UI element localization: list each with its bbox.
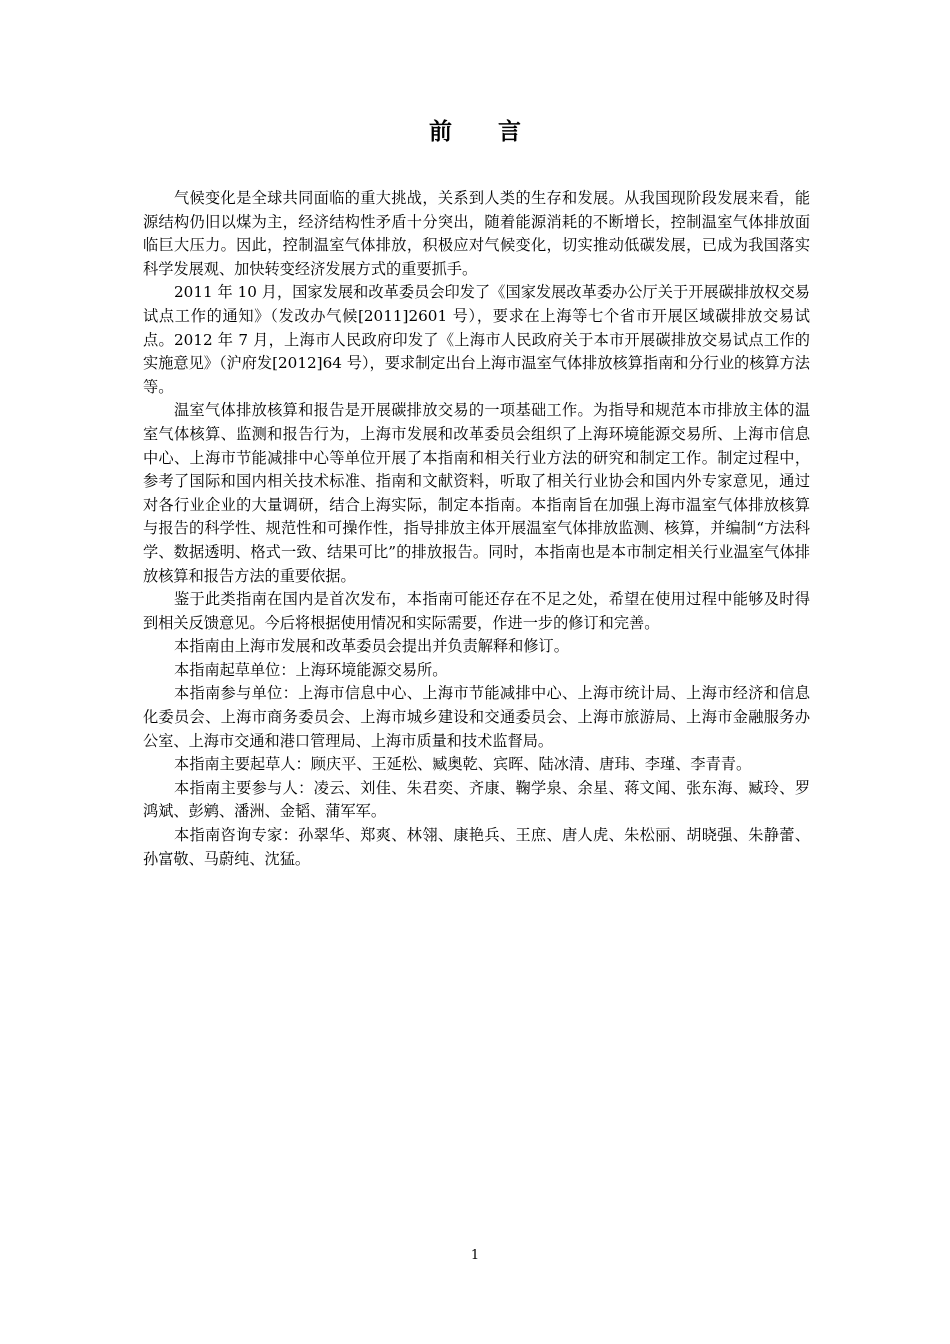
paragraph-issuer: 本指南由上海市发展和改革委员会提出并负责解释和修订。	[174, 637, 569, 656]
paragraph-feedback: 鉴于此类指南在国内是首次发布，本指南可能还存在不足之处，希望在使用过程中能够及时得到相关反馈意见。今后将根据使用情况和实际需要，作进一步的修订和完善。	[143, 590, 810, 632]
page-title: 前言	[429, 118, 567, 145]
paragraph-drafting-unit: 本指南起草单位：上海环境能源交易所。	[174, 660, 448, 679]
body-text	[143, 187, 810, 871]
paragraph-main-drafters: 本指南主要起草人：顾庆平、王延松、臧奥乾、宾晖、陆冰清、唐玮、李瑾、李青青。	[174, 755, 752, 774]
paragraph-policy-background: 2011 年 10 月，国家发展和改革委员会印发了《国家发展改革委办公厅关于开展碳排放权交易试点工作的通知》（发改办气候[2011]2601 号），要求在上海等七个省市开展区域碳排放交易试点。2012 年 7 月，上海市人民政府印发了《上海市人民政府关于本市开展碳排放交易试点工作的实施意见》（沪府发[2012]64 号），要求制定出台上海市温室气体排放核算指南和分行业的核算方法等。	[143, 283, 810, 396]
page-number: 1	[470, 1248, 480, 1263]
paragraph-guideline-purpose: 温室气体排放核算和报告是开展碳排放交易的一项基础工作。为指导和规范本市排放主体的温室气体核算、监测和报告行为，上海市发展和改革委员会组织了上海环境能源交易所、上海市信息中心、上海市节能减排中心等单位开展了本指南和相关行业方法的研究和制定工作。制定过程中，参考了国际和国内相关技术标准、指南和文献资料，听取了相关行业协会和国内外专家意见，通过对各行业企业的大量调研，结合上海实际，制定本指南。本指南旨在加强上海市温室气体排放核算与报告的科学性、规范性和可操作性，指导排放主体开展温室气体排放监测、核算，并编制“方法科学、数据透明、格式一致、结果可比”的排放报告。同时，本指南也是本市制定相关行业温室气体排放核算和报告方法的重要依据。	[143, 401, 810, 585]
paragraph-participating-units: 本指南参与单位：上海市信息中心、上海市节能减排中心、上海市统计局、上海市经济和信息化委员会、上海市商务委员会、上海市城乡建设和交通委员会、上海市旅游局、上海市金融服务办公室、上海市交通和港口管理局、上海市质量和技术监督局。	[143, 684, 810, 750]
paragraph-climate-change: 气候变化是全球共同面临的重大挑战，关系到人类的生存和发展。从我国现阶段发展来看，能源结构仍旧以煤为主，经济结构性矛盾十分突出，随着能源消耗的不断增长，控制温室气体排放面临巨大压力。因此，控制温室气体排放，积极应对气候变化，切实推动低碳发展，已成为我国落实科学发展观、加快转变经济发展方式的重要抓手。	[143, 189, 810, 278]
paragraph-consulting-experts: 本指南咨询专家：孙翠华、郑爽、林翎、康艳兵、王庶、唐人虎、朱松丽、胡晓强、朱静蕾、孙富敬、马蔚纯、沈猛。	[143, 826, 810, 868]
paragraph-main-participants: 本指南主要参与人：凌云、刘佳、朱君奕、齐康、鞠学泉、余星、蒋文闻、张东海、臧玲、罗鸿斌、彭鹓、潘洲、金韬、蒲军军。	[143, 778, 810, 821]
